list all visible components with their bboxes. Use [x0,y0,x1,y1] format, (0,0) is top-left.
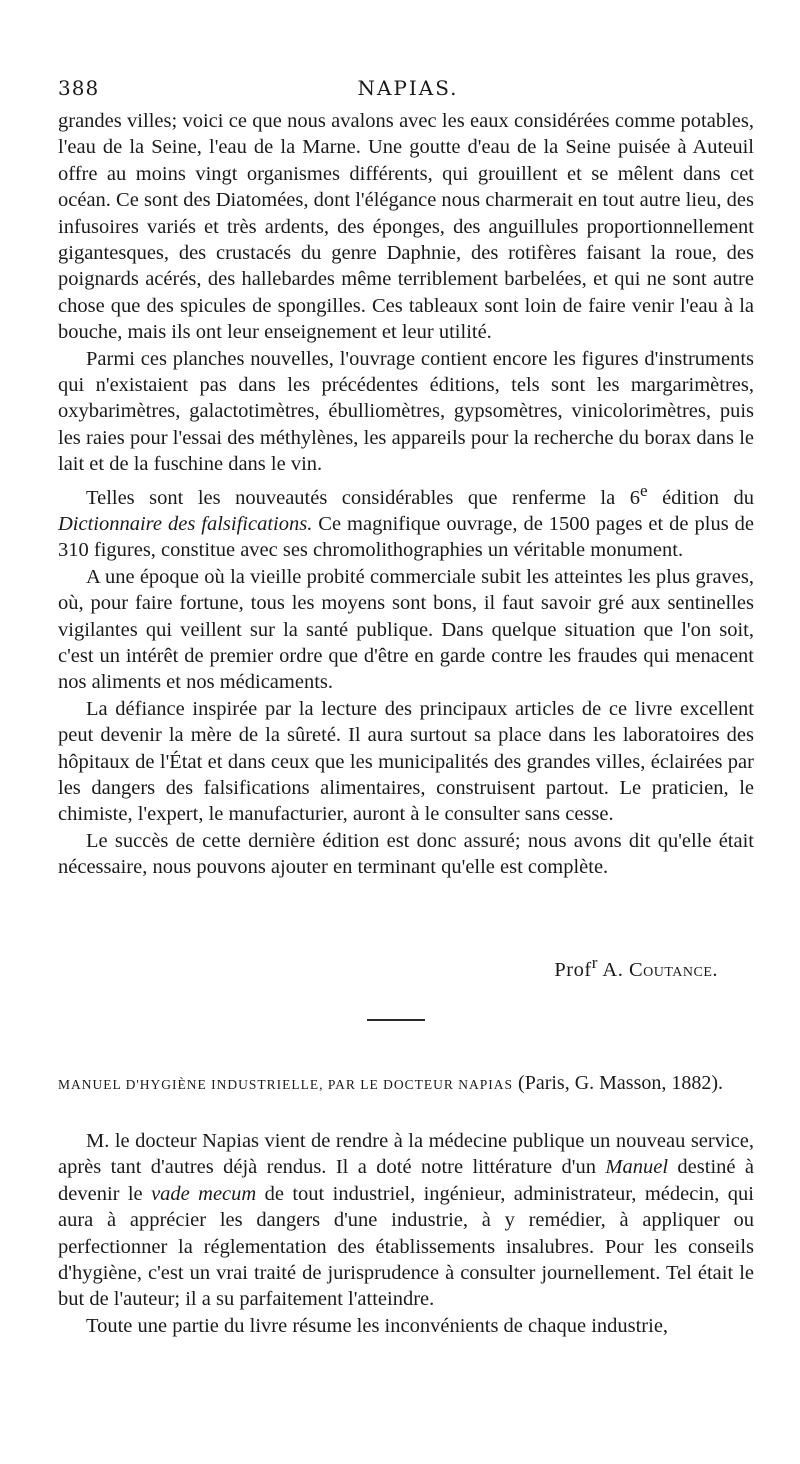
review-paragraph-industries: Toute une partie du livre résume les inconvénients de chaque industrie, [86,1314,669,1337]
paragraph-instruments: Parmi ces planches nouvelles, l'ouvrage contient encore les figures d'instruments qui n'existaient pas dans les précédentes éditions, tels sont les margarimètres, oxybarimètres, galactotimètres, ébulliomètres, gypsomètres, vinicolorimètres, puis les raies pour l'essai des méthylènes, les appareils pour la recherche du borax dans le lait et de la fuschine dans le vin. [58,347,754,476]
novelties-text-mid: édition du [647,486,755,509]
paragraph-defiance: La défiance inspirée par la lecture des principaux articles de ce livre excellent peut devenir la mère de la sûreté. Il aura surtout sa place dans les laboratoires des hôpitaux de l'État et dans ceux que les municipalités des grandes villes, éclairées par les dangers des falsifications alimentaires, construisent partout. Le praticien, le chimiste, l'expert, le manufacturier, auront à le consulter sans cesse. [58,697,754,826]
section-divider [367,1019,425,1021]
paragraph-probity: A une époque où la vieille probité commerciale subit les atteintes les plus graves, où, pour faire fortune, tous les moyens sont bons, il faut savoir gré aux sentinelles vigilantes qui veillent sur la santé publique. Dans quelque situation que l'on soit, c'est un intérêt de premier ordre que d'être en garde contre les fraudes qui menacent nos aliments et nos médicaments. [58,565,754,694]
running-head [58,76,758,102]
review-intro-mid: destiné à devenir le [58,1156,755,1205]
signature-name: A. Coutance. [597,958,718,981]
review-manuel-italic: Manuel [605,1156,669,1179]
paragraph-success: Le succès de cette dernière édition est donc assuré; nous avons dit qu'elle était nécessaire, nous pouvons ajouter en terminant qu'elle est complète. [58,829,754,879]
review-vademecum-italic: vade mecum [151,1182,257,1205]
signature [58,953,718,982]
review-heading [58,1072,758,1095]
review-paragraph-intro [58,1128,754,1313]
article-body [58,108,754,881]
signature-superscript: r [591,953,598,972]
novelties-text-start: Telles sont les nouveautés considérables que renferme la 6 [86,486,640,509]
paragraph-novelties [58,478,754,564]
review-intro-end: de tout industriel, ingénieur, administrateur, médecin, qui aura à apprécier les dangers d'une industrie, à y remédier, à appliquer ou perfectionner la réglementation des établissements insalubres. Pour les conseils d'hygiène, c'est un vrai traité de jurisprudence à consulter journellement. Tel était le but de l'auteur; il a su parfaitement l'atteindre. [58,1182,754,1311]
signature-title: Prof [554,958,592,981]
book-title-dictionnaire: Dictionnaire des falsifications. [58,512,313,535]
review-heading-publisher: (Paris, G. Masson, 1882). [513,1072,724,1094]
review-intro-start: M. le docteur Napias vient de rendre à la médecine publique un nouveau service, après tant d'autres déjà rendus. Il a doté notre littérature d'un [58,1130,754,1179]
review-body [58,1128,754,1339]
novelties-text-end: Ce magnifique ouvrage, de 1500 pages et de plus de 310 figures, constitue avec ses chromolithographies un véritable monument. [58,512,754,562]
edition-superscript: e [639,480,648,500]
page-number: 388 [58,76,100,100]
paragraph-continued: grandes villes; voici ce que nous avalons avec les eaux considérées comme potables, l'eau de la Seine, l'eau de la Marne. Une goutte d'eau de la Seine puisée à Auteuil offre au moins vingt organismes différents, qui grouillent et se mêlent dans cet océan. Ce sont des Diatomées, dont l'élégance nous charmerait en tout autre lieu, des infusoires variés et très ardents, des éponges, des anguillules proportionnellement gigantesques, des crustacés du genre Daphnie, des rotifères faisant la roue, des poignards acérés, des hallebardes même terriblement barbelées, et qui ne sont autre chose que des spicules de spongilles. Ces tableaux sont loin de faire venir l'eau à la bouche, mais ils ont leur enseignement et leur utilité. [58,110,754,344]
review-heading-caps: MANUEL D'HYGIÈNE INDUSTRIELLE, PAR LE DOCTEUR NAPIAS [58,1077,514,1092]
running-head-author: NAPIAS. [357,76,459,100]
